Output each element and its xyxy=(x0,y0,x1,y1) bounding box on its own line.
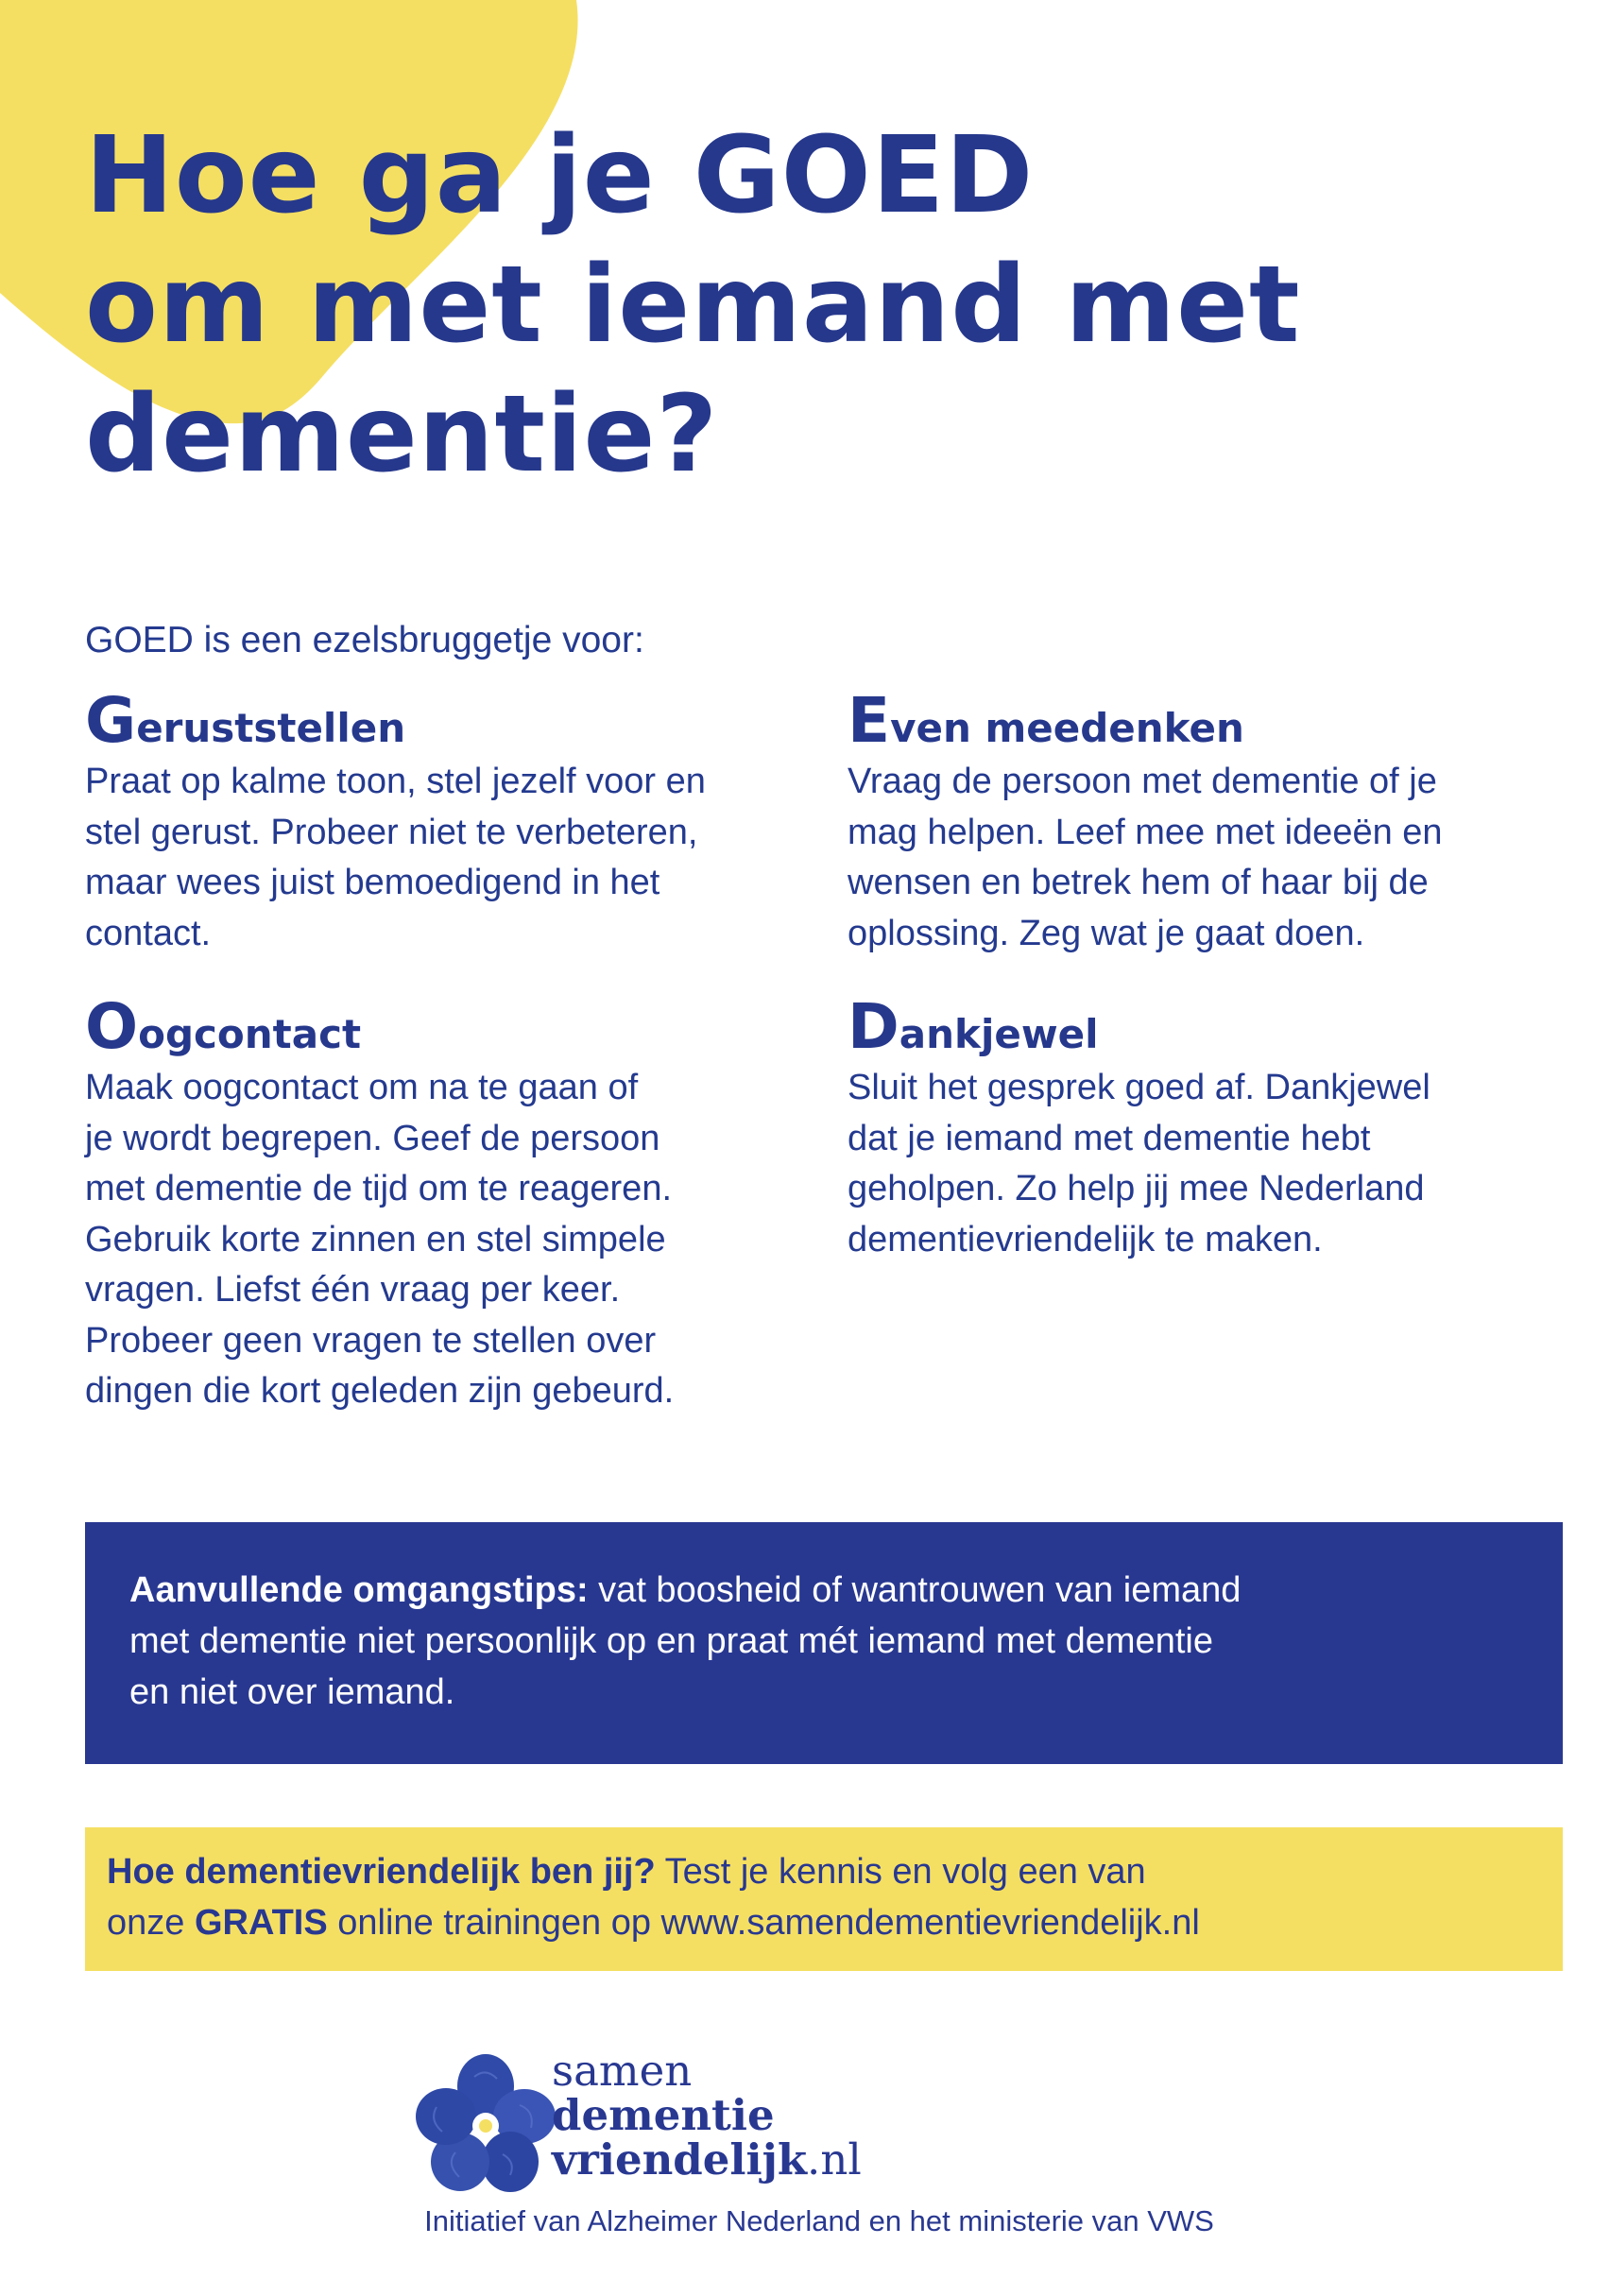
logo-samen: samen xyxy=(552,2046,693,2096)
body-line: mag helpen. Leef mee met ideeën en xyxy=(848,812,1443,852)
section-geruststellen xyxy=(85,684,822,959)
body-line: stel gerust. Probeer niet te verbeteren, xyxy=(85,812,698,852)
footer-text: Initiatief van Alzheimer Nederland en het ministerie van VWS xyxy=(424,2204,1214,2237)
logo-wordmark xyxy=(552,2046,862,2185)
logo-vriendelijk-line xyxy=(552,2134,862,2185)
body-line: Sluit het gesprek goed af. Dankjewel xyxy=(848,1068,1430,1107)
body-line: contact. xyxy=(85,913,212,953)
section-body xyxy=(85,757,822,959)
test-text: onze xyxy=(107,1903,195,1943)
body-line: Maak oogcontact om na te gaan of xyxy=(85,1068,639,1107)
section-heading xyxy=(85,684,822,757)
test-line xyxy=(107,1846,1563,1897)
section-heading xyxy=(848,990,1584,1063)
heading-rest: ven meedenken xyxy=(890,705,1244,751)
body-line: Gebruik korte zinnen en stel simpele xyxy=(85,1219,666,1259)
tips-line: en niet over iemand. xyxy=(129,1672,455,1712)
intro-text: GOED is een ezelsbruggetje voor: xyxy=(85,620,644,660)
samen-dementievriendelijk-logo xyxy=(408,2048,881,2190)
heading-initial: G xyxy=(85,684,137,757)
section-dankjewel xyxy=(848,990,1584,1265)
body-line: Probeer geen vragen te stellen over xyxy=(85,1320,657,1361)
test-knowledge-box xyxy=(85,1827,1563,1971)
tips-line: met dementie niet persoonlijk op en praat mét iemand met dementie xyxy=(129,1621,1213,1661)
body-line: dingen die kort geleden zijn gebeurd. xyxy=(85,1371,675,1411)
body-line: vragen. Liefst één vraag per keer. xyxy=(85,1270,621,1310)
heading-rest: eruststellen xyxy=(136,705,406,751)
body-line: dat je iemand met dementie hebt xyxy=(848,1118,1371,1158)
body-line: geholpen. Zo help jij mee Nederland xyxy=(848,1169,1425,1208)
body-line: maar wees juist bemoedigend in het xyxy=(85,863,660,902)
section-body xyxy=(848,1063,1584,1265)
gratis-label: GRATIS xyxy=(194,1903,328,1943)
tips-text: vat boosheid of wantrouwen van iemand xyxy=(588,1570,1242,1610)
section-heading xyxy=(85,990,822,1063)
heading-initial: O xyxy=(85,990,139,1063)
tips-line xyxy=(129,1565,1563,1616)
body-line: je wordt begrepen. Geef de persoon xyxy=(85,1118,660,1158)
additional-tips-box xyxy=(85,1522,1563,1764)
section-heading xyxy=(848,684,1584,757)
body-line: Vraag de persoon met dementie of je xyxy=(848,762,1437,801)
heading-initial: D xyxy=(848,990,899,1063)
footer-initiative-text xyxy=(0,2204,1610,2238)
forget-me-not-flower-icon xyxy=(408,2048,559,2200)
section-even-meedenken xyxy=(848,684,1584,959)
body-line: wensen en betrek hem of haar bij de xyxy=(848,863,1429,902)
title-line-2: om met iemand met xyxy=(85,244,1301,367)
body-line: met dementie de tijd om te reageren. xyxy=(85,1169,673,1208)
title-line-1: Hoe ga je GOED xyxy=(85,114,1035,237)
test-text: Test je kennis en volg een van xyxy=(655,1852,1146,1892)
logo-nl: .nl xyxy=(807,2134,862,2185)
section-body xyxy=(848,757,1584,959)
body-line: Praat op kalme toon, stel jezelf voor en xyxy=(85,762,706,801)
body-line: dementievriendelijk te maken. xyxy=(848,1219,1323,1259)
page-title xyxy=(85,111,1408,500)
test-question: Hoe dementievriendelijk ben jij? xyxy=(107,1852,656,1892)
heading-initial: E xyxy=(848,684,891,757)
tips-label: Aanvullende omgangstips: xyxy=(129,1570,589,1610)
heading-rest: ogcontact xyxy=(138,1011,362,1057)
title-line-3: dementie? xyxy=(85,373,719,496)
logo-vriendelijk: vriendelijk xyxy=(552,2134,808,2185)
heading-rest: ankjewel xyxy=(899,1011,1099,1057)
test-line xyxy=(107,1897,1563,1948)
body-line: oplossing. Zeg wat je gaat doen. xyxy=(848,913,1365,953)
logo-dementie: dementie xyxy=(552,2090,775,2140)
section-body xyxy=(85,1063,822,1417)
test-url-text: online trainingen op www.samendementievriendelijk.nl xyxy=(327,1903,1200,1943)
section-oogcontact xyxy=(85,990,822,1417)
